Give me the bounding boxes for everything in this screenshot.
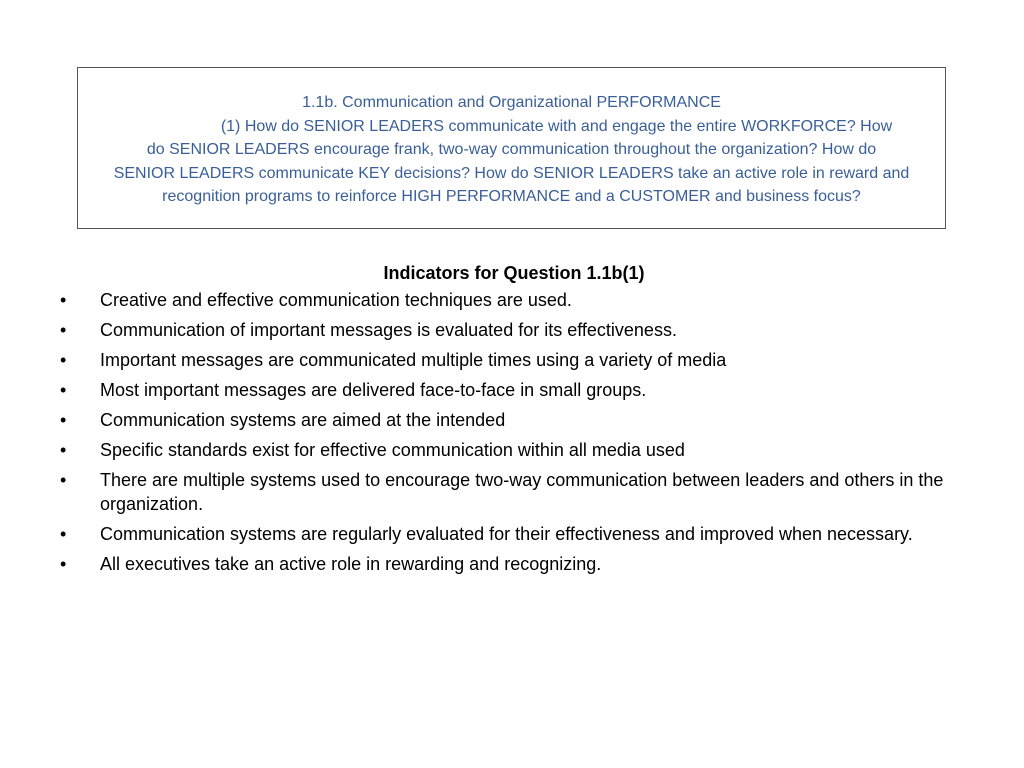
indicators-list [0,288,1024,576]
bullet-icon: • [60,410,67,430]
bullet-icon: • [60,350,67,370]
bullet-icon: • [60,290,67,310]
bullet-icon: • [60,380,67,400]
question-line: do SENIOR LEADERS encourage frank, two-way communication throughout the organization? How do [146,141,877,158]
bullet-icon: • [60,320,67,340]
list-item-text: Communication systems are aimed at the intended [100,410,506,430]
list-item-text: There are multiple systems used to encourage two-way communication between leaders and others in the organization. [100,470,944,514]
question-title: 1.1b. Communication and Organizational PERFORMANCE [302,94,721,111]
bullet-icon: • [60,440,67,460]
list-item [0,348,1024,372]
list-item-text: Creative and effective communication techniques are used. [100,290,572,310]
list-item [0,288,1024,312]
list-item [0,318,1024,342]
list-item [0,468,1024,516]
question-line: (1) How do SENIOR LEADERS communicate with and engage the entire WORKFORCE? How [220,117,893,135]
list-item [0,408,1024,432]
list-item [0,378,1024,402]
indicators-heading: Indicators for Question 1.1b(1) [383,263,645,283]
question-line: SENIOR LEADERS communicate KEY decisions? How do SENIOR LEADERS take an active role in reward and [113,164,910,182]
bullet-icon: • [60,470,67,490]
list-item [0,522,1024,546]
list-item-text: Communication of important messages is evaluated for its effectiveness. [100,320,677,340]
question-box [77,67,946,229]
list-item-text: Important messages are communicated multiple times using a variety of media [100,350,727,370]
list-item-text: All executives take an active role in rewarding and recognizing. [100,554,602,574]
indicators-section [0,258,1024,582]
bullet-icon: • [60,554,67,574]
list-item-text: Most important messages are delivered face-to-face in small groups. [100,380,647,400]
list-item-text: Specific standards exist for effective communication within all media used [100,440,685,460]
list-item [0,552,1024,576]
list-item-text: Communication systems are regularly evaluated for their effectiveness and improved when necessary. [100,524,913,544]
question-line: recognition programs to reinforce HIGH PERFORMANCE and a CUSTOMER and business focus? [162,188,861,205]
bullet-icon: • [60,524,67,544]
list-item [0,438,1024,462]
